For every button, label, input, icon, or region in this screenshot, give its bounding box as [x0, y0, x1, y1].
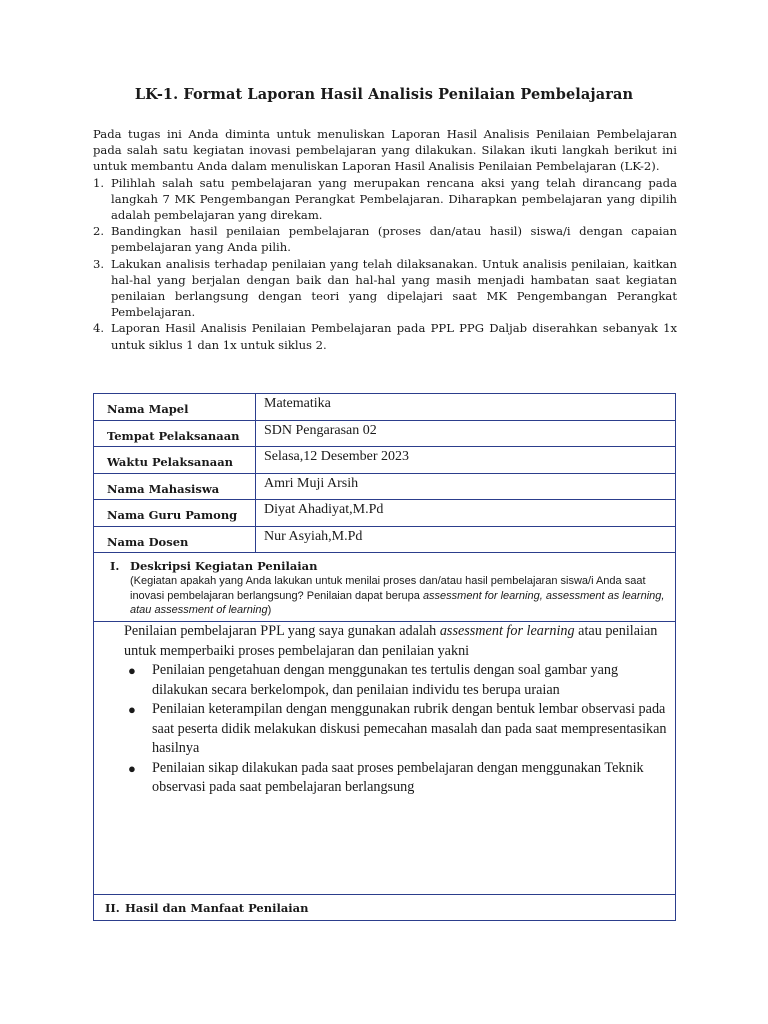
- section-2-title: II. Hasil dan Manfaat Penilaian: [105, 901, 309, 915]
- instructions: [93, 126, 677, 353]
- intro-paragraph: Pada tugas ini Anda diminta untuk menuliskan Laporan Hasil Analisis Penilaian Pembelajaran pada salah satu kegiatan inovasi pembelajaran yang dilakukan. Silakan ikuti langkah berikut ini untuk membantu Anda dalam menuliskan Laporan Hasil Analisis Penilaian Pembelajaran (LK-2).: [93, 127, 677, 174]
- info-row-mahasiswa: [94, 474, 675, 500]
- info-row-tempat: [94, 421, 675, 447]
- step-item: 2. Bandingkan hasil penilaian pembelajaran (proses dan/atau hasil) siswa/i dengan capaian pembelajaran yang Anda pilih.: [93, 224, 677, 255]
- info-label: Tempat Pelaksanaan: [94, 421, 256, 446]
- section-2-header: [94, 895, 675, 920]
- bullet-icon: ●: [128, 760, 136, 776]
- section-1-title: I. Deskripsi Kegiatan Penilaian: [110, 559, 318, 573]
- list-item: ● Penilaian sikap dilakukan pada saat proses pembelajaran dengan menggunakan Teknik observasi pada saat pembelajaran berlangsung: [128, 759, 644, 795]
- section-1-text: [124, 622, 669, 798]
- info-value: Nur Asyiah,M.Pd: [264, 529, 363, 544]
- info-row-waktu: [94, 447, 675, 474]
- list-item: ● Penilaian pengetahuan dengan menggunakan tes tertulis dengan soal gambar yang dilakukan secara berkelompok, dan penilaian individu tes berupa uraian: [128, 662, 619, 698]
- info-row-dosen: [94, 527, 675, 553]
- bullet-icon: ●: [128, 663, 136, 678]
- info-value: Amri Muji Arsih: [264, 476, 359, 491]
- step-item: 1. Pilihlah salah satu pembelajaran yang merupakan rencana aksi yang telah dirancang pada langkah 7 MK Pengembangan Perangkat Pembelajaran. Diharapkan pembelajaran yang dipilih adalah pembelajaran yang direkam.: [93, 175, 677, 223]
- info-value: Matematika: [264, 396, 331, 411]
- section-1-intro: Penilaian pembelajaran PPL yang saya gunakan adalah assessment for learning atau penilaian untuk memperbaiki proses pembelajaran dan penilaian yakni: [124, 623, 658, 659]
- info-label: Nama Guru Pamong: [94, 500, 256, 526]
- page-title: LK-1. Format Laporan Hasil Analisis Penilaian Pembelajaran: [134, 86, 634, 103]
- section-1-note: (Kegiatan apakah yang Anda lakukan untuk menilai proses dan/atau hasil pembelajaran siswa/i Anda saat inovasi pembelajaran berlangsung? Penilaian dapat berupa assessment for learning, assessment as learning, atau assessment of learning): [130, 575, 665, 616]
- info-value: Diyat Ahadiyat,M.Pd: [264, 502, 384, 517]
- info-label: Nama Mapel: [94, 394, 256, 420]
- section-1-header: [94, 553, 675, 622]
- report-table: [93, 393, 676, 921]
- info-label: Waktu Pelaksanaan: [94, 447, 256, 473]
- assessment-list: [124, 661, 669, 798]
- info-value: SDN Pengarasan 02: [264, 423, 377, 438]
- list-item: ● Penilaian keterampilan dengan menggunakan rubrik dengan bentuk lembar observasi pada saat peserta didik melakukan diskusi pemecahan masalah dan pada saat mempresentasikan hasilnya: [128, 701, 667, 756]
- info-value: Selasa,12 Desember 2023: [264, 449, 410, 464]
- info-label: Nama Mahasiswa: [94, 474, 256, 499]
- step-item: 4. Laporan Hasil Analisis Penilaian Pembelajaran pada PPL PPG Daljab diserahkan sebanyak 1x untuk siklus 1 dan 1x untuk siklus 2.: [93, 321, 677, 352]
- steps-list: [93, 175, 677, 353]
- info-label: Nama Dosen: [94, 527, 256, 552]
- step-item: 3. Lakukan analisis terhadap penilaian yang telah dilaksanakan. Untuk analisis penilaian, kaitkan hal-hal yang berjalan dengan baik dan hal-hal yang masih menjadi hambatan saat kegiatan penilaian berlangsung dengan teori yang dipelajari saat MK Pengembangan Perangkat Pembelajaran.: [93, 256, 677, 320]
- bullet-icon: ●: [128, 702, 136, 717]
- section-1-content: [94, 622, 675, 895]
- info-row-mapel: [94, 394, 675, 421]
- info-row-guru-pamong: [94, 500, 675, 527]
